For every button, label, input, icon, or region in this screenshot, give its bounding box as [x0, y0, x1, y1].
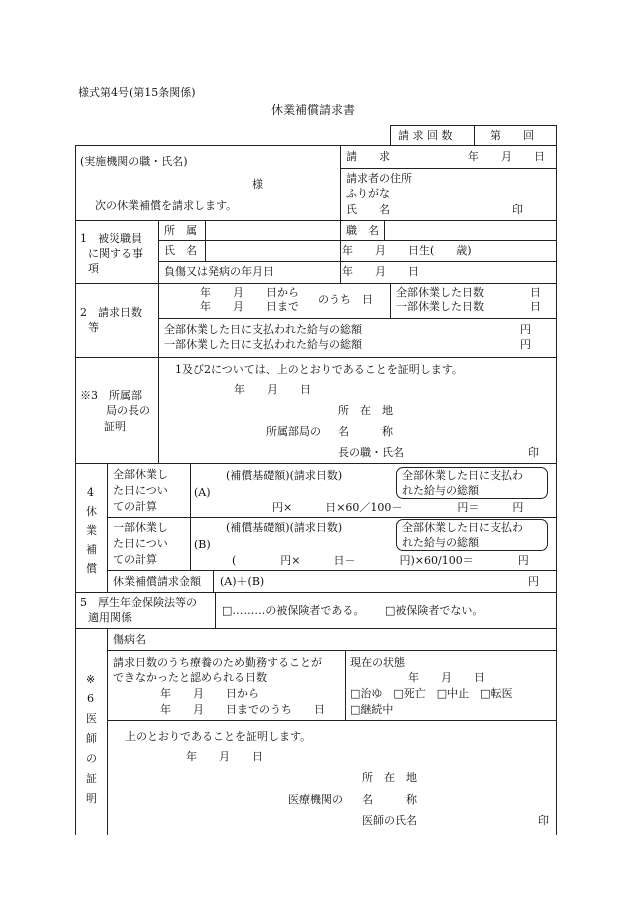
claim-count-label: 請 求 回 数 — [398, 129, 453, 142]
calc-a-field[interactable]: 円× 日×60／100－ 円＝ 円 — [272, 501, 524, 514]
sec5-heading-1: 5 厚生年金保険法等の — [80, 596, 197, 609]
not-insured-checkbox[interactable]: □被保険者でない。 — [385, 604, 484, 617]
seal-mark: 印 — [512, 203, 523, 216]
sec4-char-4: 補 — [86, 543, 97, 556]
part-calc-label-2: た日につい — [113, 537, 168, 550]
page-title: 休業補償請求書 — [271, 103, 356, 117]
sec6-char-6: 証 — [86, 772, 97, 785]
request-date-label: 請 求 — [346, 150, 390, 163]
claimant-name-label: 氏 名 — [346, 203, 390, 216]
sec6-char-5: の — [86, 752, 97, 765]
sec2-heading-2: 等 — [88, 321, 99, 334]
hospital-address-label: 所 在 地 — [362, 771, 417, 784]
form-number: 様式第4号(第15条関係) — [78, 86, 196, 99]
insured-checkbox[interactable]: □………の被保険者である。 — [222, 604, 365, 617]
calc-b-field[interactable]: ( 円× 日－ 円)×60/100＝ 円 — [232, 554, 529, 567]
full-calc-label-2: た日につい — [113, 484, 168, 497]
dept-name-label: 名 称 — [338, 425, 393, 438]
mark-a: (A) — [194, 486, 211, 499]
pay-partial-unit: 円 — [520, 338, 531, 351]
base-label-a: (補償基礎額)(請求日数) — [226, 469, 343, 482]
mark-b: (B) — [194, 538, 211, 551]
dept-seal-mark: 印 — [528, 446, 539, 459]
partial-days-unit: 日 — [530, 300, 541, 313]
request-statement: 次の休業補償を請求します。 — [95, 199, 238, 212]
dept-certification-text: 1及び2については、上のとおりであることを証明します。 — [175, 363, 463, 376]
sec3-heading-2: 局の長の — [106, 404, 150, 417]
treatment-to-field[interactable]: 年 月 日までのうち 日 — [160, 703, 325, 716]
pay-full-label: 全部休業した日に支払われた給与の総額 — [164, 323, 362, 336]
full-days-label: 全部休業した日数 — [396, 286, 484, 299]
furigana-label: ふりがな — [346, 187, 390, 200]
dept-address-label: 所 在 地 — [338, 404, 393, 417]
status-label: 現在の状態 — [350, 656, 405, 669]
post-label: 職 名 — [346, 224, 379, 237]
injury-date-label: 負傷又は発病の年月日 — [164, 265, 274, 278]
sec6-char-7: 明 — [86, 792, 97, 805]
total-formula: (A)＋(B) — [220, 575, 265, 588]
employee-name-label: 氏 名 — [164, 244, 197, 257]
doctor-cert-text: 上のとおりであることを証明します。 — [125, 730, 312, 743]
full-paid-label-1: 全部休業した日に支払わ — [402, 469, 523, 482]
part-paid-label-2: れた給与の総額 — [402, 536, 479, 549]
sec4-char-3: 業 — [86, 524, 97, 537]
sec6-char-4: 師 — [86, 732, 97, 745]
sec1-heading-3: 項 — [88, 262, 99, 275]
full-calc-label-3: ての計算 — [113, 500, 157, 513]
sec3-heading-3: 証明 — [104, 420, 126, 433]
pay-partial-label: 一部休業した日に支払われた給与の総額 — [164, 338, 362, 351]
injury-date-field[interactable]: 年 月 日 — [342, 265, 419, 278]
department-label: 所 属 — [164, 224, 197, 237]
request-date-field[interactable]: 年 月 日 — [468, 150, 545, 163]
sec6-char-3: 医 — [86, 712, 97, 725]
birth-date-field[interactable]: 年 月 日生( 歳) — [342, 244, 472, 257]
dept-label: 所属部局の — [266, 425, 321, 438]
part-calc-label-3: ての計算 — [113, 553, 157, 566]
addressee-field[interactable]: (実施機関の職・氏名) — [80, 155, 188, 168]
status-continuing-checkbox[interactable]: □継続中 — [350, 703, 394, 716]
sec1-heading-2: に関する事 — [88, 247, 143, 260]
sec4-char-2: 休 — [86, 505, 97, 518]
total-label: 休業補償請求金額 — [113, 575, 201, 588]
pay-full-unit: 円 — [520, 323, 531, 336]
full-days-unit: 日 — [530, 286, 541, 299]
full-calc-label-1: 全部休業し — [113, 468, 168, 481]
base-label-b: (補償基礎額)(請求日数) — [226, 521, 343, 534]
status-options[interactable]: □治ゆ □死亡 □中止 □転医 — [350, 687, 513, 700]
sec6-char-1: ※ — [86, 673, 96, 686]
period-from-field[interactable]: 年 月 日から — [200, 286, 299, 299]
status-date-field[interactable]: 年 月 日 — [408, 671, 485, 684]
full-paid-label-2: れた給与の総額 — [402, 484, 479, 497]
period-days-field[interactable]: のうち 日 — [318, 293, 373, 306]
unable-label-2: できなかったと認められる日数 — [113, 671, 267, 684]
claim-count-field[interactable]: 第 回 — [490, 129, 534, 142]
treatment-from-field[interactable]: 年 月 日から — [160, 687, 259, 700]
sec1-heading-1: 1 被災職員 — [80, 232, 142, 245]
dept-cert-date-field[interactable]: 年 月 日 — [234, 383, 311, 396]
hospital-name-label: 名 称 — [362, 793, 417, 806]
disease-label: 傷病名 — [113, 633, 146, 646]
doctor-seal-mark: 印 — [538, 814, 549, 827]
period-to-field[interactable]: 年 月 日まで — [200, 300, 299, 313]
sec5-heading-2: 適用関係 — [88, 611, 132, 624]
hospital-label: 医療機関の — [288, 793, 343, 806]
dept-head-label: 長の職・氏名 — [338, 446, 404, 459]
doctor-name-label: 医師の氏名 — [362, 814, 417, 827]
part-calc-label-1: 一部休業し — [113, 521, 168, 534]
doctor-cert-date-field[interactable]: 年 月 日 — [186, 750, 263, 763]
sec2-heading-1: 2 請求日数 — [80, 306, 142, 319]
total-unit: 円 — [528, 575, 539, 588]
partial-days-label: 一部休業した日数 — [396, 300, 484, 313]
sec4-char-1: 4 — [87, 486, 94, 499]
sec4-char-5: 償 — [86, 562, 97, 575]
sama-label: 様 — [252, 178, 263, 191]
part-paid-label-1: 全部休業した日に支払わ — [402, 521, 523, 534]
claimant-address-label: 請求者の住所 — [346, 172, 412, 185]
sec3-heading-1: ※3 所属部 — [80, 389, 142, 402]
unable-label-1: 請求日数のうち療養のため勤務することが — [113, 656, 322, 669]
sec6-char-2: 6 — [87, 692, 94, 705]
